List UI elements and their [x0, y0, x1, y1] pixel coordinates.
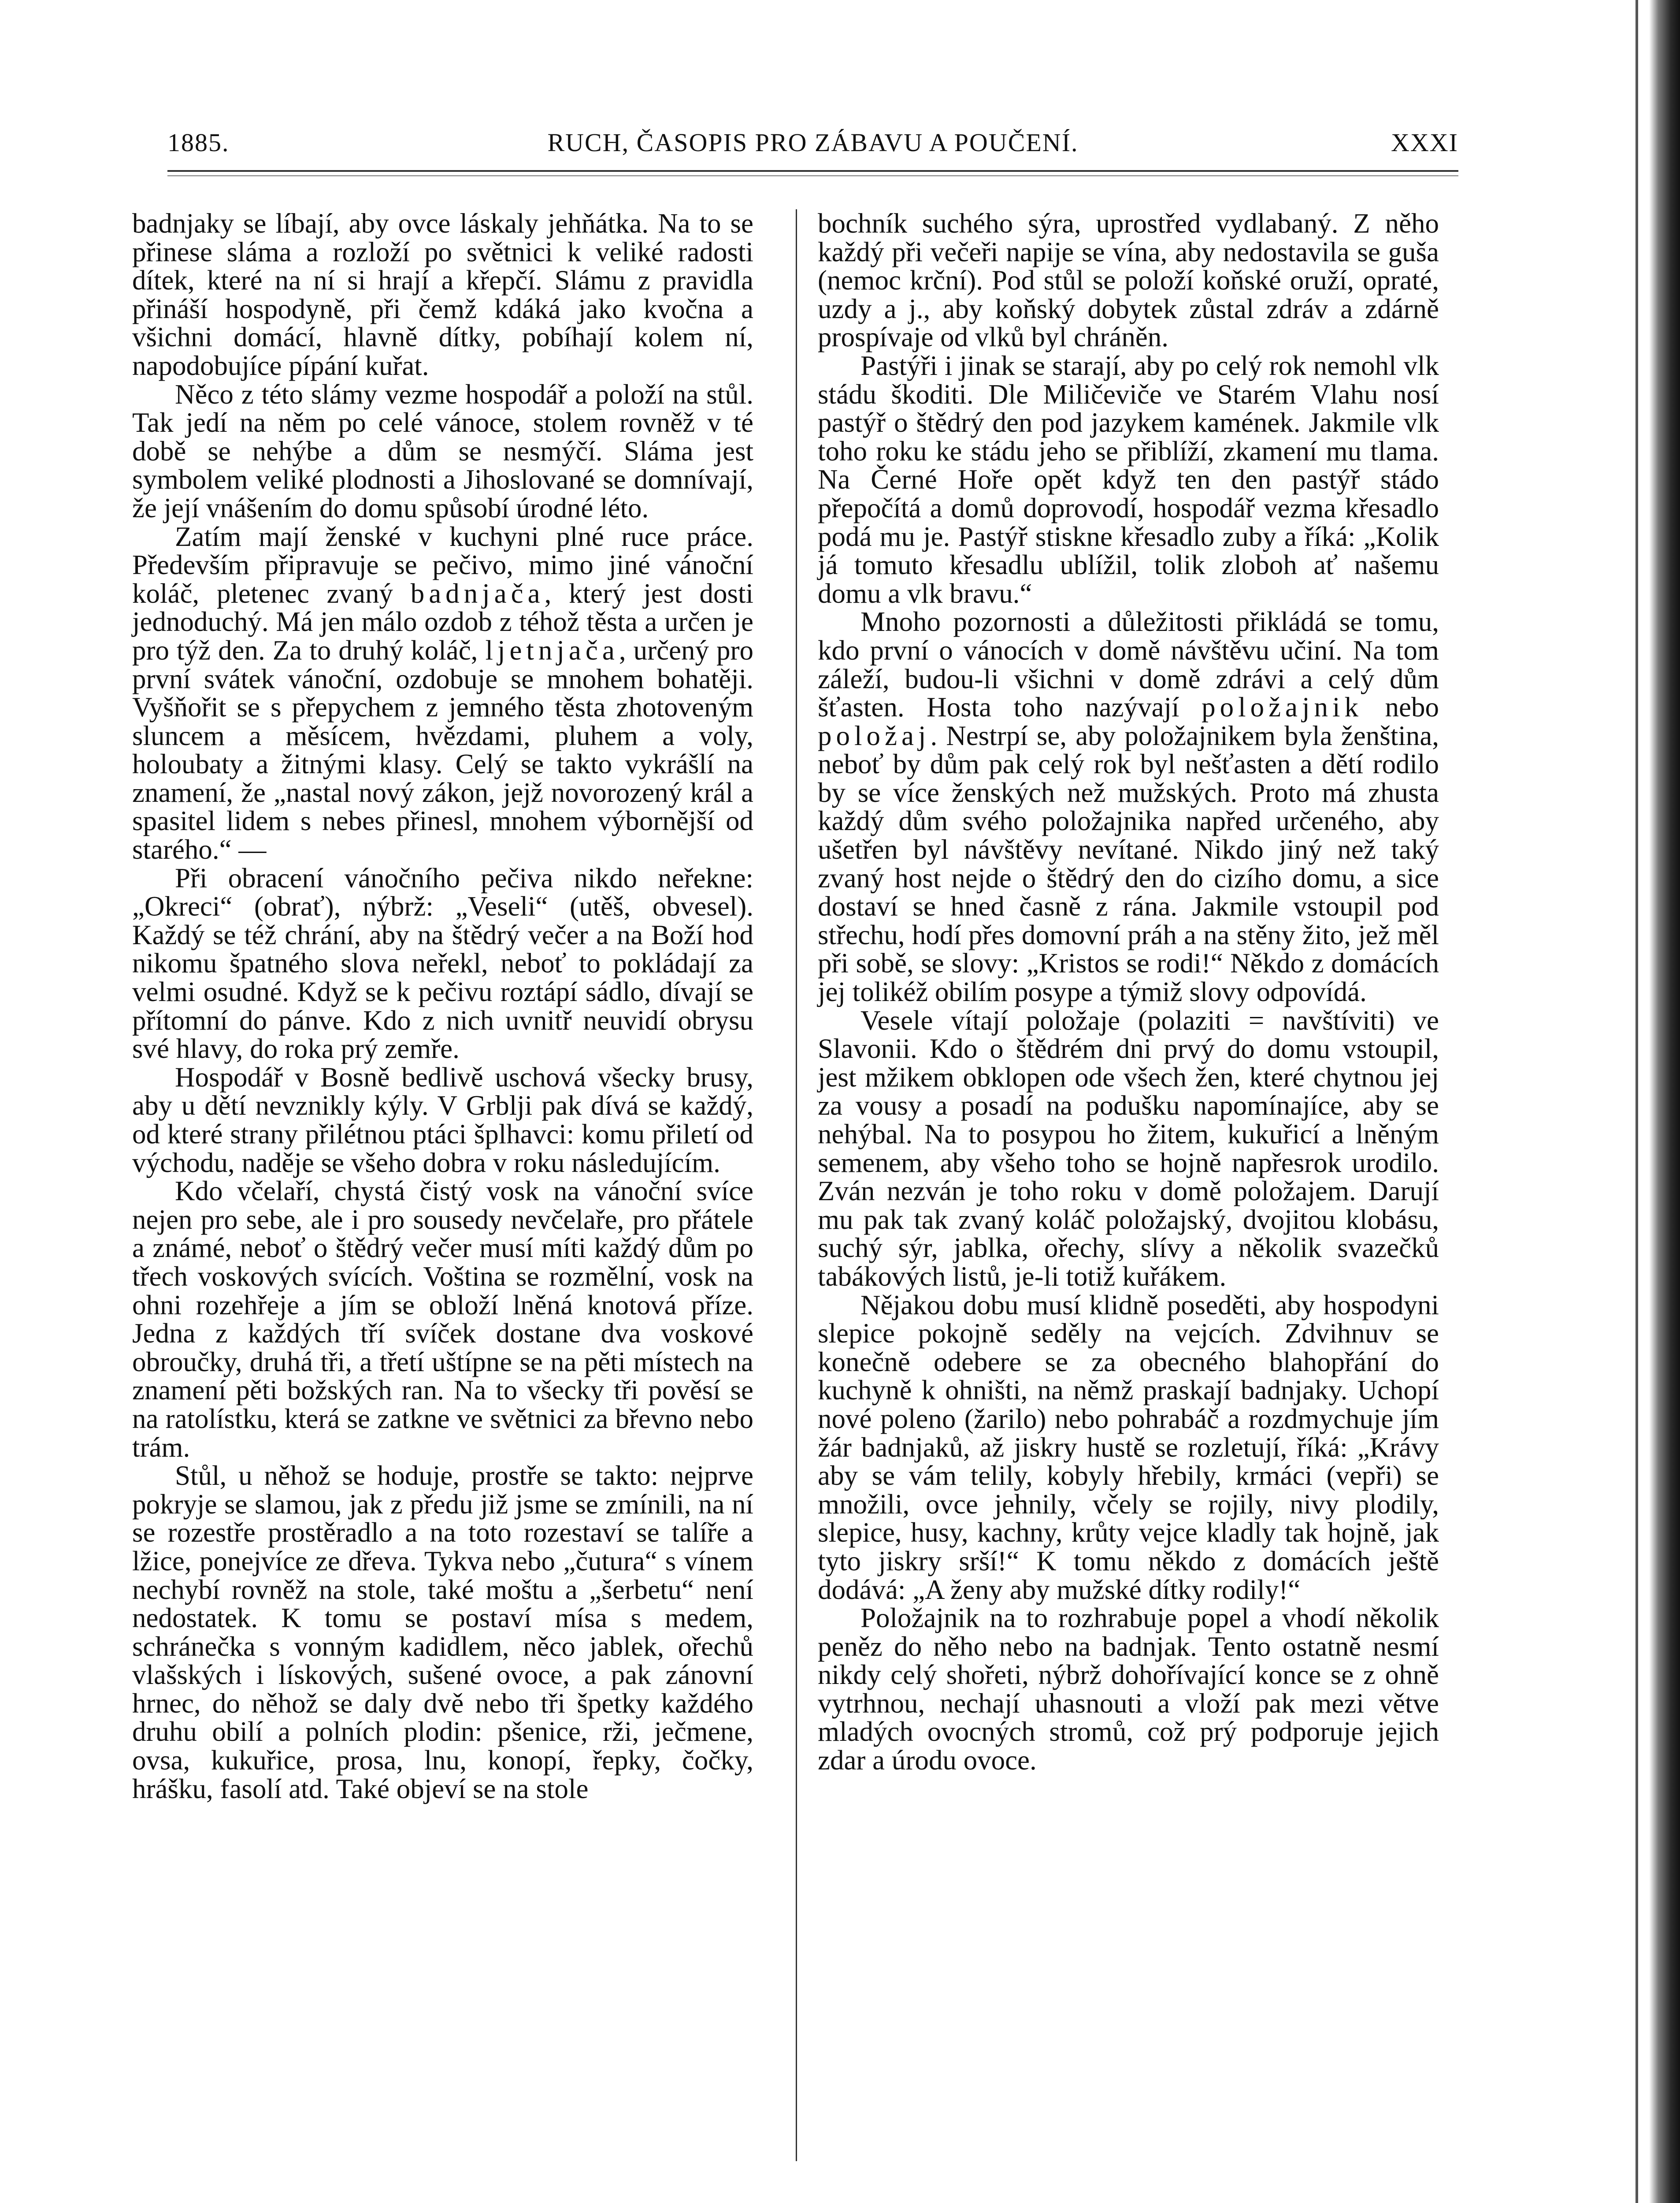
paragraph: Kdo včelaří, chystá čistý vosk na vánoční svíce nejen pro sebe, ale i pro sousedy nevčelaře, pro přátele a známé, neboť o štědrý večer musí míti každý dům po třech voskových svících. Voština se rozmělní, vosk na ohni rozehřeje a jím se obloží lněná knotová příze. Jedna z každých tří svíček dostane dva voskové obroučky, druhá tři, a třetí uštípne se na pěti místech na znamení pěti božských ran. Na to všecky tři pověsí se na ratolístku, která se zatkne ve světnici za břevno nebo trám.: [132, 1176, 753, 1463]
column-divider: [796, 209, 797, 2161]
paragraph: [132, 523, 753, 864]
right-column: [818, 209, 1439, 2203]
running-header: [167, 128, 1458, 167]
paragraph: Hospodář v Bosně bedlivě uschová všecky brusy, aby u dětí nevznikly kýly. V Grblji pak dívá se každý, od které strany přilétnou ptáci šplhavci: komu přiletí od východu, naděje se všeho dobra v roku následujícím.: [132, 1061, 753, 1178]
paragraph: Položajnik na to rozhrabuje popel a vhodí několik peněz do něho nebo na badnjak. Tento ostatně nesmí nikdy celý shořeti, nýbrž dohořívající konce se z ohně vytrhnou, nechají uhasnouti a vloží pak mezi větve mladých ovocných stromů, což prý podporuje jejich zdar a úrodu ovoce.: [818, 1602, 1439, 1776]
header-rule-thin: [167, 175, 1458, 176]
paragraph: Stůl, u něhož se hoduje, prostře se takto: nejprve pokryje se slamou, jak z předu již jsme se zmínili, na ní se rozestře prostěradlo a na toto rozestaví se talíře a lžice, ponejvíce ze dřeva. Tykva nebo „čutura“ s vínem nechybí rovněž na stole, také moštu a „šerbetu“ není nedostatek. K tomu se postaví mísa s medem, schránečka s vonným kadidlem, něco jablek, ořechů vlašských i lískových, sušené ovoce, a pak zánovní hrnec, do něhož se daly dvě nebo tři špetky každého druhu obilí a polních plodin: pšenice, rži, ječmene, ovsa, kukuřice, prosa, lnu, konopí, řepky, čočky, hrášku, fasolí atd. Také objeví se na stole: [132, 1460, 753, 1804]
paragraph: Něco z této slámy vezme hospodář a položí na stůl. Tak jedí na něm po celé vánoce, stolem rovněž v té době se nehýbe a dům se nesmýčí. Sláma jest symbolem veliké plodnosti a Jihoslované se domnívají, že její vnášením do domu spůsobí úrodné léto.: [132, 378, 753, 523]
paragraph: Při obracení vánočního pečiva nikdo neřekne: „Okreci“ (obrať), nýbrž: „Veseli“ (utěš, obvesel). Každý se též chrání, aby na štědrý večer a na Boží hod nikomu špatného slova neřekl, neboť to pokládají za velmi osudné. Když se k pečivu roztápí sádlo, dívají se přítomní do pánve. Kdo z nich uvnitř neuvidí obrysu své hlavy, do roka prý zemře.: [132, 862, 753, 1064]
paragraph-text: Mnoho pozornosti a důležitosti přikládá se tomu, kdo první o vánocích v domě návštěvu učiní. Na tom záleží, budou-li všichni v domě zdrávi a celý dům šťasten. Hosta toho nazývají: [818, 606, 1439, 723]
paragraph: badnjaky se líbají, aby ovce láskaly jehňátka. Na to se přinese sláma a rozloží po světnici k veliké radosti dítek, které na ní si hrají a křepčí. Slámu z pravidla přináší hospodyně, při čemž kdáká jako kvočna a všichni domácí, hlavně dítky, pobíhají kolem ní, napodobujíce pípání kuřat.: [132, 208, 753, 381]
paragraph: Nějakou dobu musí klidně poseděti, aby hospodyni slepice pokojně seděly na vejcích. Zdvihnuv se konečně odebere se za obecného blahopřání do kuchyně k ohništi, na němž praskají badnjaky. Uchopí nové poleno (žarilo) nebo pohrabáč a rozdmychuje jím žár badnjaků, až jiskry hustě se rozletují, říká: „Krávy aby se vám telily, kobyly hřebily, krmáci (vepři) se množili, ovce jehnily, včely se rojily, nivy plodily, slepice, husy, kachny, krůty vejce kladly tak hojně, jak tyto jiskry srší!“ K tomu někdo z domácích ještě dodává: „A ženy aby mužské dítky rodily!“: [818, 1289, 1439, 1605]
header-year: 1885.: [167, 128, 230, 157]
paragraph: Pastýři i jinak se starají, aby po celý rok nemohl vlk stádu škoditi. Dle Miličeviče ve Starém Vlahu nosí pastýř o štědrý den pod jazykem kamének. Jakmile vlk toho roku ke stádu jeho se přiblíží, zkamení mu tlama. Na Černé Hoře opět když ten den pastýř stádo přepočítá a domů doprovodí, hospodář vezma křesadlo podá mu je. Pastýř stiskne křesadlo zuby a říká: „Kolik já tomuto křesadlu ublížil, tolik zloboh ať našemu domu a vlk bravu.“: [818, 350, 1439, 609]
scan-edge-line: [1635, 0, 1638, 2203]
left-column: [132, 209, 753, 2203]
paragraph: [818, 608, 1439, 1006]
paragraph-text: . Nestrpí se, aby položajnikem byla ženština, neboť by dům pak celý rok byl nešťasten a dětí rodilo by se více ženských než mužských. Proto má zhusta každý dům svého položajnika napřed určeného, aby ušetřen byl návštěvy nevítané. Nikdo jiný než taký zvaný host nejde o štědrý den do cizího domu, a sice dostaví se hned časně z rána. Jakmile vstoupil pod střechu, hodí přes domovní práh a na stěny žito, jež měl při sobě, se slovy: „Kristos se rodi!“ Někdo z domácích jej tolikéž obilím posype a týmiž slovy odpovídá.: [818, 720, 1439, 1008]
paragraph-text: , určený pro první svátek vánoční, ozdobuje se mnohem bohatěji. Vyšňořit se s přepychem z jemného těsta zhotoveným sluncem a měsícem, hvězdami, pluhem a voly, holoubaty a žitnými klasy. Celý se takto vykrášlí na znamení, že „nastal nový zákon, jejž novorozený král a spasitel lidem s nebes přinesl, mnohem výbornější od starého.“ —: [132, 634, 754, 865]
paragraph-text: Zatím mají ženské v kuchyni plné ruce práce. Především připravuje se pečivo, mimo jiné vánoční koláč, pletenec zvaný: [132, 521, 753, 609]
spaced-term: položajnik: [1202, 692, 1363, 723]
header-title: RUCH, ČASOPIS PRO ZÁBAVU A POUČENÍ.: [547, 128, 1079, 157]
spaced-term: badnjača: [410, 578, 545, 609]
header-rule: [167, 170, 1458, 172]
paragraph-text: , který jest dosti jednoduchý. Má jen málo ozdob z téhož těsta a určen je pro týž den. Za to druhý koláč,: [132, 578, 753, 666]
header-page-number: XXXI: [1391, 128, 1458, 157]
paragraph: bochník suchého sýra, uprostřed vydlabaný. Z něho každý při večeři napije se vína, aby nedostavila se guša (nemoc krční). Pod stůl se položí koňské oruží, opraté, uzdy a j., aby koňský dobytek zůstal zdráv a zdárně prospívaje od vlků byl chráněn.: [818, 208, 1439, 353]
spaced-term: ljetnjača: [485, 634, 619, 666]
paragraph: Vesele vítají položaje (polaziti = navštíviti) ve Slavonii. Kdo o štědrém dni prvý do domu vstoupil, jest mžikem obklopen ode všech žen, které chytnou jej za vousy a posadí na podušku napomínajíce, aby se nehýbal. Na to posypou ho žitem, kukuřicí a lněným semenem, aby všeho toho se hojně napřesrok urodilo. Zván nezván je toho roku v domě položajem. Darují mu pak tak zvaný koláč položajský, dvojitou klobásu, suchý sýr, jablka, ořechy, slívy a několik svazečků tabákových listů, je-li totiž kuřákem.: [818, 1005, 1439, 1292]
spaced-term: položaj: [818, 720, 931, 751]
scan-edge-shadow: [1649, 0, 1680, 2203]
paragraph-text: nebo: [1385, 692, 1439, 723]
